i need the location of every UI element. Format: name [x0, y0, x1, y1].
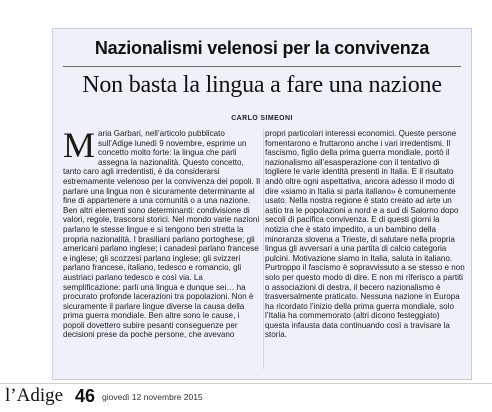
letter-article: [52, 28, 472, 380]
article-column-left: [63, 125, 261, 340]
footer-divider: [0, 383, 492, 384]
newspaper-masthead: l’Adige: [5, 385, 64, 406]
article-headline: Non basta la lingua a fare una nazione: [82, 72, 442, 98]
article-body-left: aria Garbari, nell’articolo pubblicato sull’Adige lunedì 9 novembre, esprime un concetto molto forte: la lingua che parli assegna la nazionalità. Questo concetto, tanto caro agli irredentisti, è da considerarsi estremamente velenoso per la convivenza dei popoli. Il parlare una lingua non è sicuramente determinante al fine di appartenere a una comunità o a una nazione. Ben altri elementi sono determinanti: condivisione di valori, regole, trascorsi storici. Nel mondo varie nazioni parlano le stesse lingue e si tengono ben stretta la propria nazionalità. I brasiliani parlano portoghese; gli americani parlano inglese; i canadesi parlano francese e inglese; gli scozzesi parlano inglese; gli svizzeri parlano francese, italiano, tedesco e romancio, gli austriaci parlano tedesco e così via. La semplificazione: parli una lingua e dunque sei… ha procurato profonde lacerazioni tra popolazioni. Non è sicuramente il parlare lingue diverse la causa della prima guerra mondiale. Ben altre sono le cause, i popoli dovettero subire pesanti conseguenze per decisioni prese da poche persone, che avevano: [63, 129, 261, 340]
page-number: 46: [75, 386, 96, 406]
article-kicker: Nazionalismi velenosi per la convivenza: [94, 38, 430, 58]
article-column-right: [265, 129, 465, 340]
article-body-right: propri particolari interessi economici. Queste persone fomentarono e fruttarono anche i vari irredentismi. Il fascismo, figlio della prima guerra mondiale, portò il nazionalismo all’esasperazione con il tentativo di togliere le varie identità presenti in Italia. E il risultato andò oltre ogni aspettativa, ancora adesso il modo di dire «siamo in Italia si parla italiano» è comunemente usato. Nella nostra regione è stato creato ad arte un astio tra le popolazioni a nord e a sud di Salorno dopo secoli di pacifica convivenza. E di questi giorni la notizia che è stato impedito, a un bambino della minoranza slovena a Trieste, di salutare nella propria lingua gli avversari a una partita di calcio categoria pulcini. Motivazione siamo in Italia, saluta in italiano. Purtroppo il fascismo è sopravvissuto a se stesso e non solo per questo modo di dire. E non mi riferisco a partiti o associazioni di destra, il becero nazionalismo è trasversalmente praticato. Nessuna nazione in Europa ha ricordato l’inizio della prima guerra mondiale, solo l’Italia ha commemorato (altri dicono festeggiato) questa infausta data continuando così a travisare la storia.: [265, 129, 465, 340]
drop-cap: M: [63, 125, 96, 165]
kicker-divider: [63, 66, 461, 67]
issue-date: giovedì 12 novembre 2015: [102, 392, 203, 402]
article-byline: CARLO SIMEONI: [231, 115, 293, 122]
column-divider: [263, 129, 264, 369]
